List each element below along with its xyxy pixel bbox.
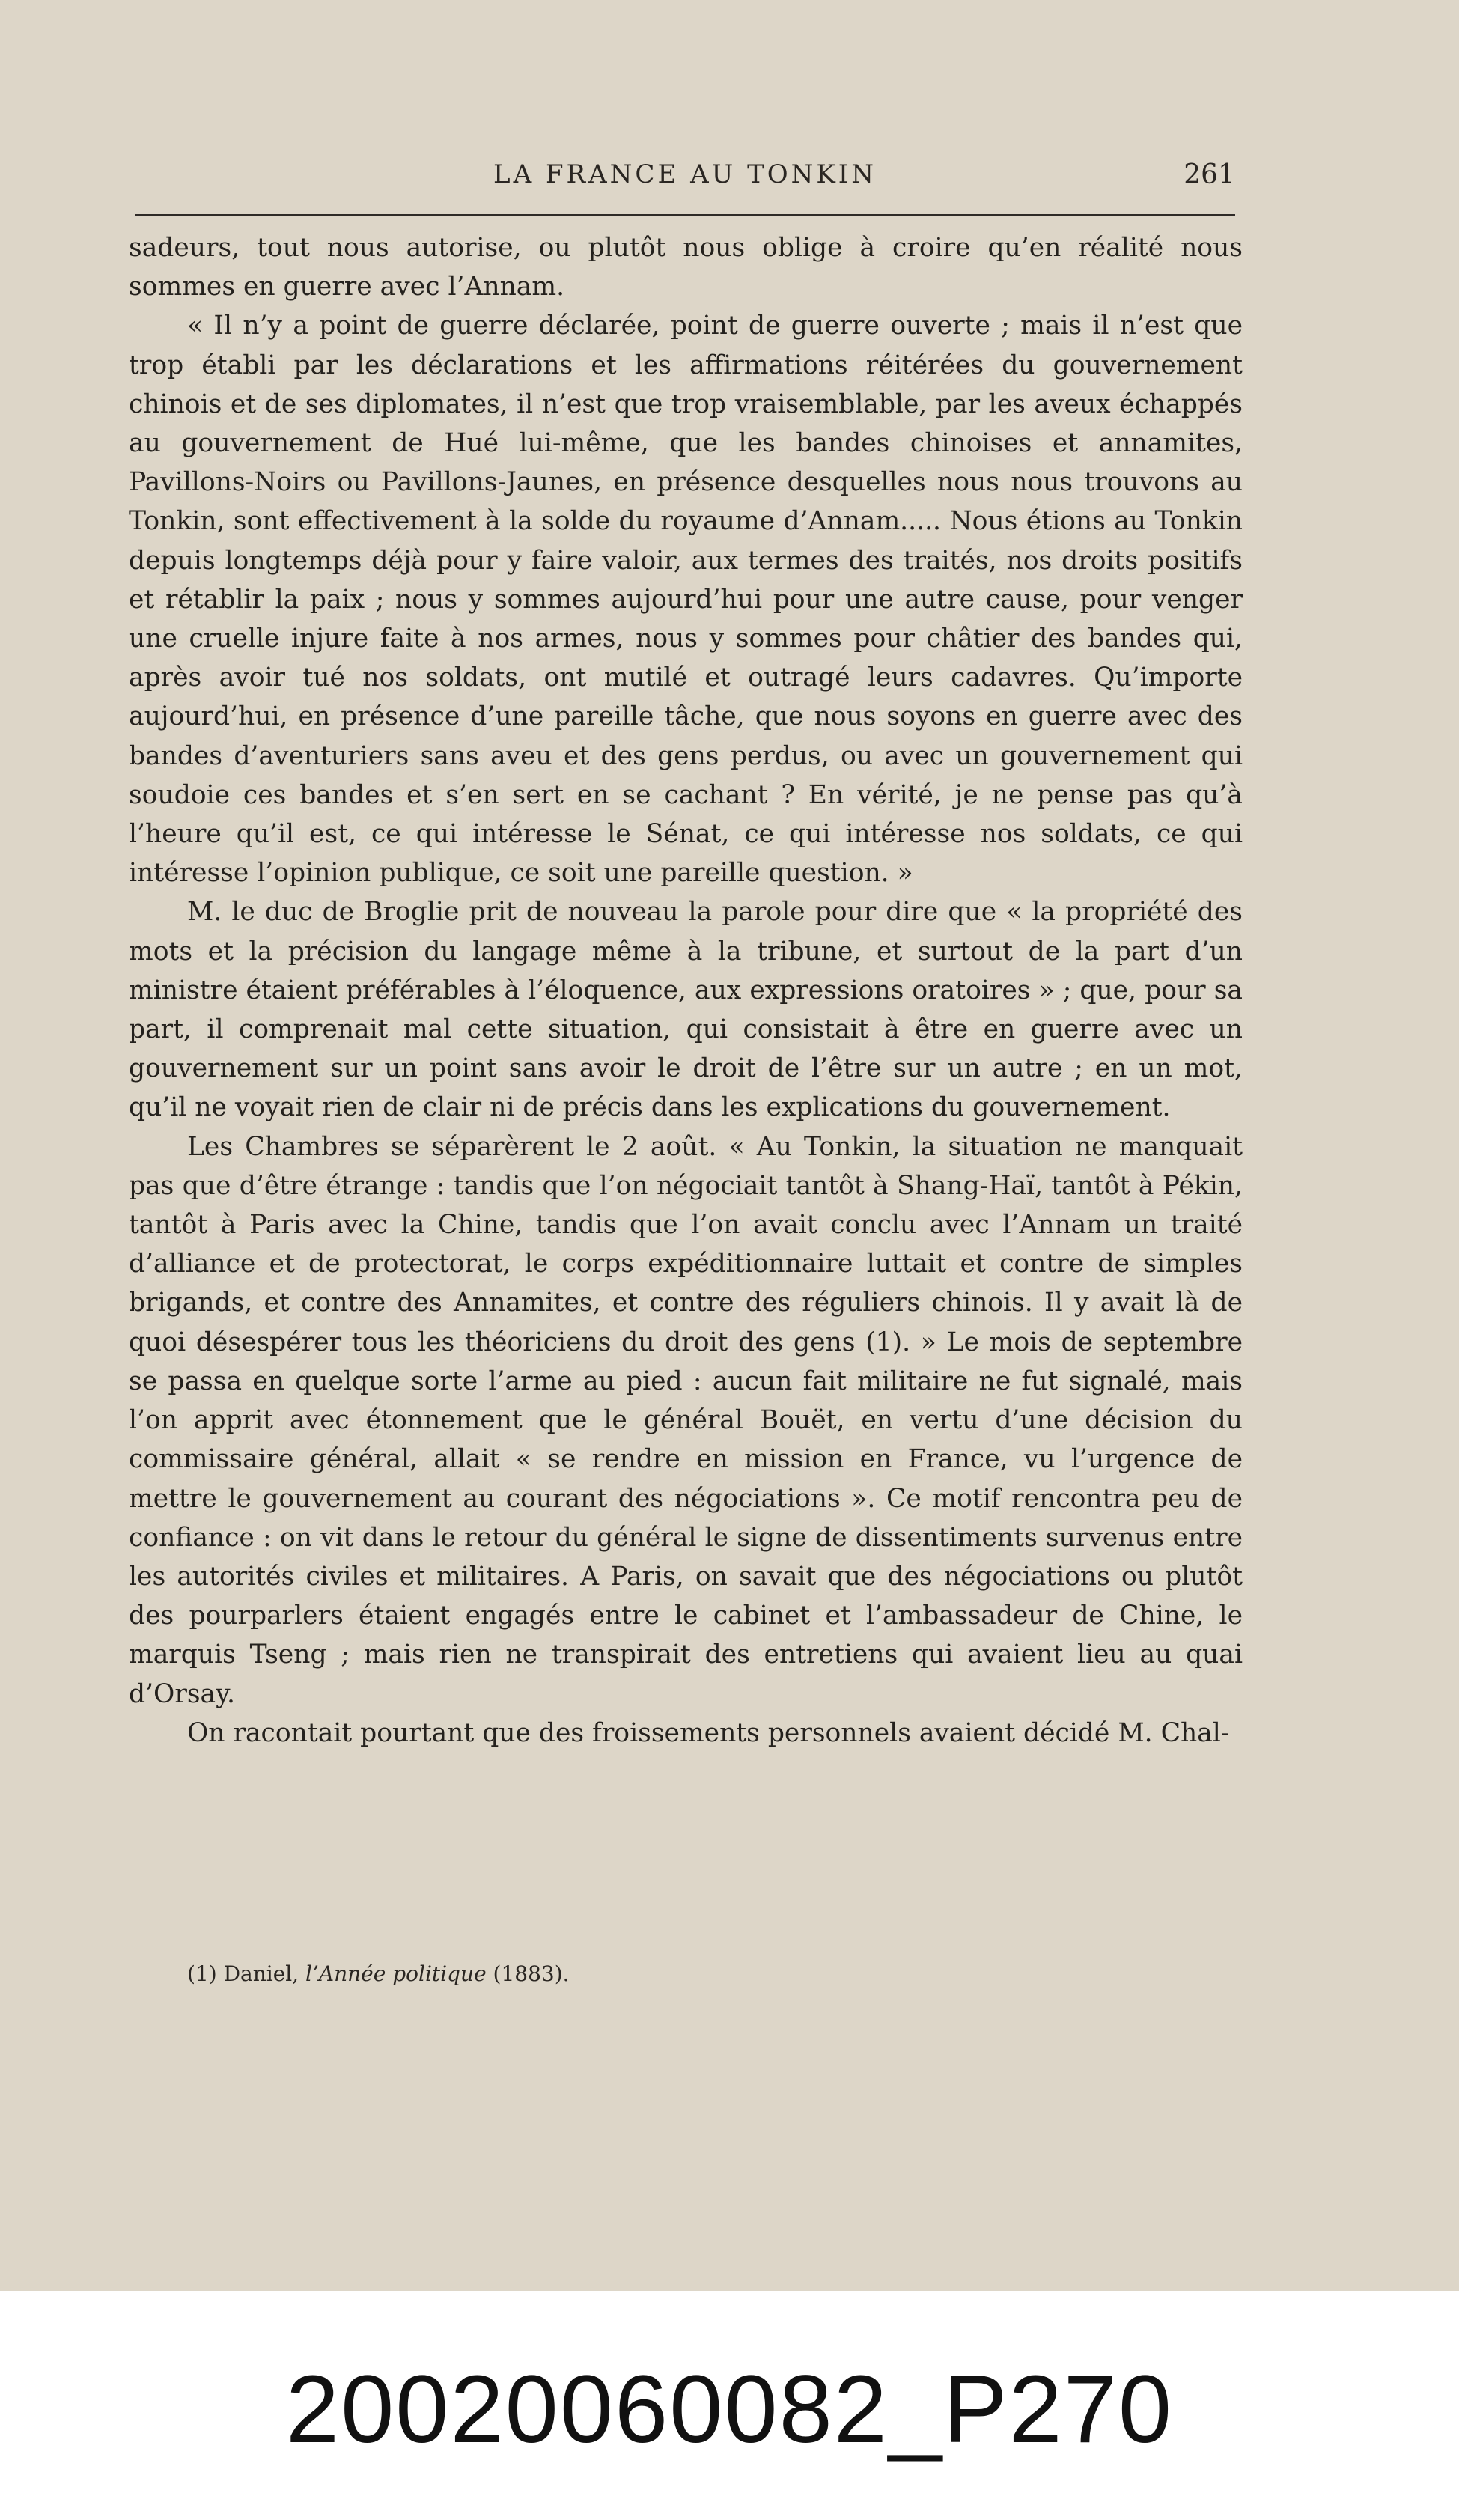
caption-area	[0, 2291, 1459, 2520]
footnote-year: (1883).	[493, 1961, 570, 1986]
image-identifier: 20020060082_P270	[285, 2356, 1174, 2463]
body-text	[129, 228, 1243, 1753]
paragraph-4: Les Chambres se séparèrent le 2 août. « Au Tonkin, la situation ne manquait pas que d’être étrange : tandis que l’on négociait tantôt à Shang-Haï, tantôt à Pékin, tantôt à Paris avec la Chine, tandis que l’on avait conclu avec l’Annam un traité d’alliance et de protectorat, le corps expéditionnaire luttait et contre de simples brigands, et contre des Annamites, et contre des réguliers chinois. Il y avait là de quoi désespérer tous les théoriciens du droit des gens (1). » Le mois de septembre se passa en quelque sorte l’arme au pied : aucun fait militaire ne fut signalé, mais l’on apprit avec étonnement que le général Bouët, en vertu d’une décision du commissaire général, allait « se rendre en mission en France, vu l’urgence de mettre le gouvernement au courant des négociations ». Ce motif rencontra peu de confiance : on vit dans le retour du général le signe de dissentiments survenus entre les autorités civiles et militaires. A Paris, on savait que des négociations ou plutôt des pourparlers étaient engagés entre le cabinet et l’ambassadeur de Chine, le marquis Tseng ; mais rien ne transpirait des entretiens qui avaient lieu au quai d’Orsay.	[129, 1131, 1243, 1709]
paragraph-2: « Il n’y a point de guerre déclarée, point de guerre ouverte ; mais il n’est que trop établi par les déclarations et les affirmations réitérées du gouvernement chinois et de ses diplomates, il n’est que trop vraisemblable, par les aveux échappés au gouvernement de Hué lui-même, que les bandes chinoises et annamites, Pavillons-Noirs ou Pavillons-Jaunes, en présence desquelles nous nous trouvons au Tonkin, sont effectivement à la solde du royaume d’Annam..... Nous étions au Tonkin depuis longtemps déjà pour y faire valoir, aux termes des traités, nos droits positifs et rétablir la paix ; nous y sommes aujourd’hui pour une autre cause, pour venger une cruelle injure faite à nos armes, nous y sommes pour châtier des bandes qui, après avoir tué nos soldats, ont mutilé et outragé leurs cadavres. Qu’importe aujourd’hui, en présence d’une pareille tâche, que nous soyons en guerre avec des bandes d’aventuriers sans aveu et des gens perdus, ou avec un gouvernement qui soudoie ces bandes et s’en sert en se cachant ? En vérité, je ne pense pas qu’à l’heure qu’il est, ce qui intéresse le Sénat, ce qui intéresse nos soldats, ce qui intéresse l’opinion publique, ce soit une pareille question. »	[129, 311, 1243, 889]
page-header	[135, 153, 1235, 198]
footnote-title: l’Année politique	[305, 1961, 487, 1986]
paragraph-3: M. le duc de Broglie prit de nouveau la parole pour dire que « la propriété des mots et la précision du langage même à la tribune, et surtout de la part d’un ministre étaient préférables à l’éloquence, aux expressions oratoires » ; que, pour sa part, il comprenait mal cette situation, qui consistait à être en guerre avec un gouvernement sur un point sans avoir le droit de l’être sur un autre ; en un mot, qu’il ne voyait rien de clair ni de précis dans les explications du gouvernement.	[129, 897, 1243, 1123]
footnote	[187, 1961, 1235, 1986]
header-rule	[135, 214, 1235, 216]
paragraph-5: On racontait pourtant que des froissements personnels avaient décidé M. Chal-	[187, 1717, 1230, 1748]
running-title: LA FRANCE AU TONKIN	[493, 159, 877, 189]
paragraph-1: sadeurs, tout nous autorise, ou plutôt nous oblige à croire qu’en réalité nous sommes en guerre avec l’Annam.	[129, 233, 1243, 302]
footnote-marker: (1) Daniel,	[187, 1961, 299, 1986]
page-number: 261	[1184, 159, 1235, 190]
